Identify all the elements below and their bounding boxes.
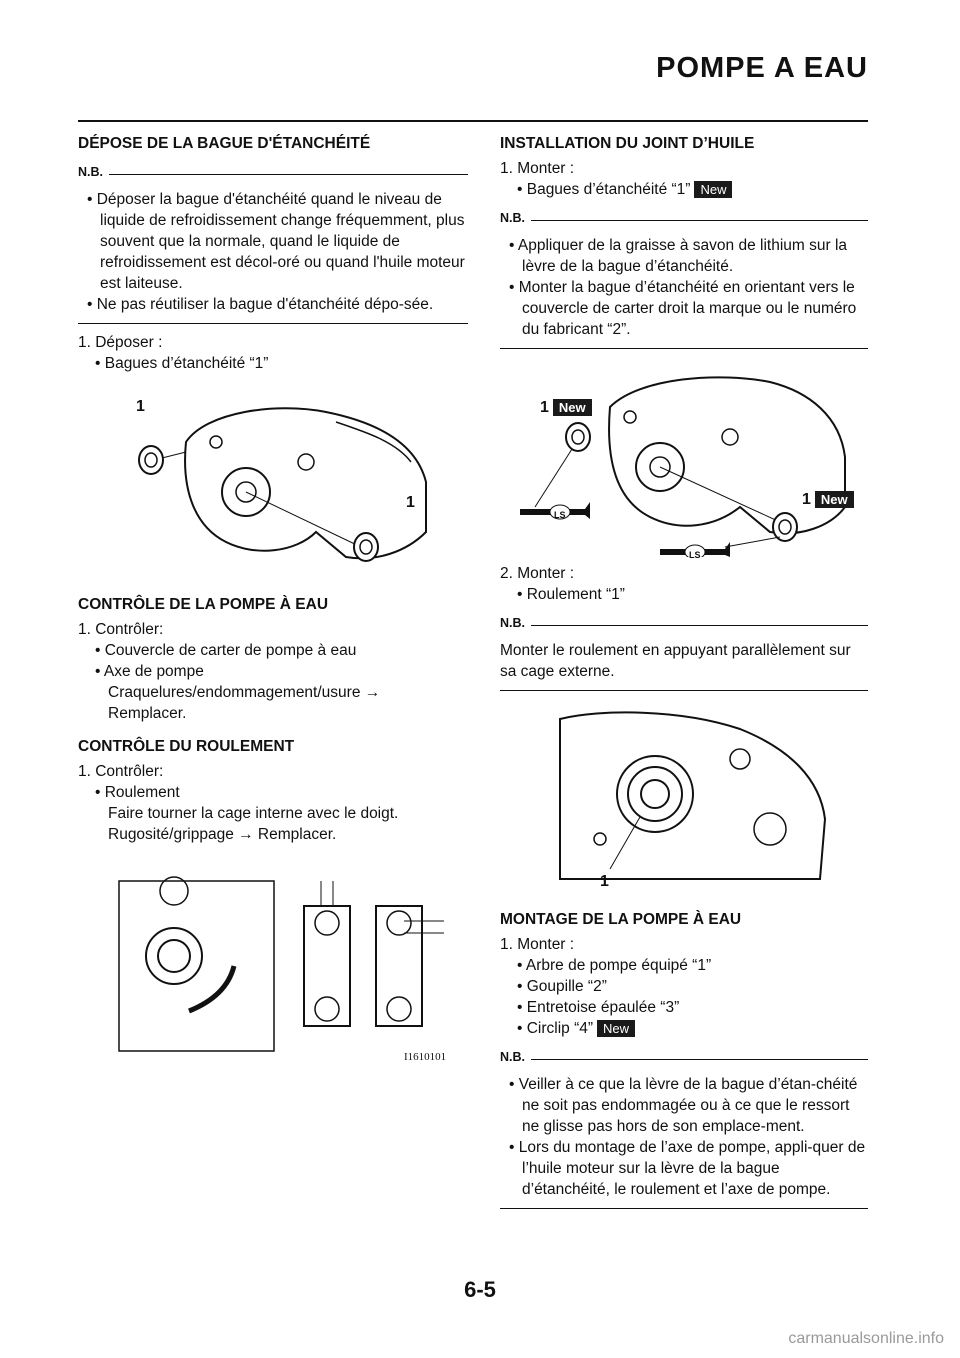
nb-end-rule bbox=[78, 323, 468, 324]
step-item: • Goupille “2” bbox=[517, 978, 607, 995]
step-item: • Bagues d’étanchéité “1” New bbox=[508, 179, 868, 200]
nb-item: • Déposer la bague d'étanchéité quand le niveau de liquide de refroidissement change fréquemment, plus souvent que la normale, quand le liquide de refroidissement est décol-oré ou quand l'huile moteur est laiteuse. bbox=[87, 191, 465, 292]
section-title-bearing-check: CONTRÔLE DU ROULEMENT bbox=[78, 738, 295, 755]
nb-header: N.B. bbox=[500, 613, 868, 634]
step: 1. Monter : bbox=[500, 936, 575, 953]
page-title: POMPE A EAU bbox=[656, 52, 868, 84]
bearing-install-illustration bbox=[540, 699, 840, 899]
nb-header: N.B. bbox=[500, 208, 868, 229]
step-item: • Axe de pompe bbox=[95, 663, 204, 680]
step: 1. Monter : bbox=[500, 160, 575, 177]
figure-bearing-install bbox=[540, 699, 840, 899]
step-item: • Roulement bbox=[95, 784, 180, 801]
nb-end-rule bbox=[500, 690, 868, 691]
watermark: carmanualsonline.info bbox=[788, 1330, 944, 1347]
step-item: • Bagues d’étanchéité “1” bbox=[95, 355, 269, 372]
crankcase-illustration bbox=[500, 357, 868, 557]
nb-item: • Veiller à ce que la lèvre de la bague d’étan-chéité ne soit pas endommagée ou à ce que le ressort ne glisse pas hors de son emplace-ment. bbox=[509, 1076, 858, 1135]
callout-1: 1 New bbox=[540, 397, 592, 418]
figure-code: I1610101 bbox=[404, 1051, 447, 1063]
crankcase-illustration bbox=[126, 382, 456, 582]
section-title-pump-install: MONTAGE DE LA POMPE À EAU bbox=[500, 911, 742, 928]
check-detail: Rugosité/grippage → Remplacer. bbox=[108, 826, 337, 843]
nb-item: • Monter la bague d’étanchéité en orientant vers le couvercle de carter droit la marque ou le numéro du fabricant “2”. bbox=[509, 279, 857, 338]
new-badge: New bbox=[694, 181, 732, 198]
ls-label: LS bbox=[689, 550, 701, 560]
step: 1. Contrôler: bbox=[78, 763, 164, 780]
step-item: • Circlip “4” New bbox=[508, 1018, 868, 1039]
title-rule bbox=[78, 120, 868, 122]
step: 1. Déposer : bbox=[78, 334, 163, 351]
section-title-seal-install: INSTALLATION DU JOINT D’HUILE bbox=[500, 135, 755, 152]
figure-bearing-check bbox=[114, 861, 474, 1061]
callout-1: 1 bbox=[600, 873, 609, 890]
new-badge: New bbox=[553, 399, 592, 416]
nb-item: • Appliquer de la graisse à savon de lithium sur la lèvre de la bague d’étanchéité. bbox=[509, 237, 848, 275]
check-detail: Faire tourner la cage interne avec le doigt. bbox=[108, 805, 399, 822]
step: 2. Monter : bbox=[500, 565, 575, 582]
right-column bbox=[500, 133, 868, 1217]
bearing-illustration bbox=[114, 861, 474, 1061]
section-title-pump-check: CONTRÔLE DE LA POMPE À EAU bbox=[78, 596, 329, 613]
left-column bbox=[78, 133, 468, 1061]
figure-seal-install bbox=[500, 357, 868, 560]
step: 1. Contrôler: bbox=[78, 621, 164, 638]
nb-header: N.B. bbox=[500, 1047, 868, 1068]
nb-text: Monter le roulement en appuyant parallèlement sur sa cage externe. bbox=[500, 642, 851, 680]
nb-end-rule bbox=[500, 1208, 868, 1209]
nb-item: • Ne pas réutiliser la bague d'étanchéité dépo-sée. bbox=[87, 296, 434, 313]
page-number: 6-5 bbox=[464, 1277, 496, 1302]
ls-label: LS bbox=[554, 510, 566, 520]
check-detail: Craquelures/endommagement/usure → Remplacer. bbox=[108, 684, 381, 722]
callout-1: 1 bbox=[406, 494, 415, 511]
callout-1: 1 bbox=[136, 398, 145, 415]
nb-header: N.B. bbox=[78, 162, 468, 183]
step-item: • Roulement “1” bbox=[517, 586, 625, 603]
step-item: • Arbre de pompe équipé “1” bbox=[517, 957, 712, 974]
figure-seal-removal bbox=[126, 382, 456, 582]
callout-1: 1 New bbox=[802, 489, 854, 510]
nb-item: • Lors du montage de l’axe de pompe, appli-quer de l’huile moteur sur la lèvre de la bague d’étanchéité, le roulement et l’axe de pompe. bbox=[509, 1139, 866, 1198]
step-item: • Couvercle de carter de pompe à eau bbox=[95, 642, 357, 659]
new-badge: New bbox=[597, 1020, 635, 1037]
new-badge: New bbox=[815, 491, 854, 508]
section-title-seal-removal: DÉPOSE DE LA BAGUE D'ÉTANCHÉITÉ bbox=[78, 135, 371, 152]
step-item: • Entretoise épaulée “3” bbox=[517, 999, 680, 1016]
nb-end-rule bbox=[500, 348, 868, 349]
